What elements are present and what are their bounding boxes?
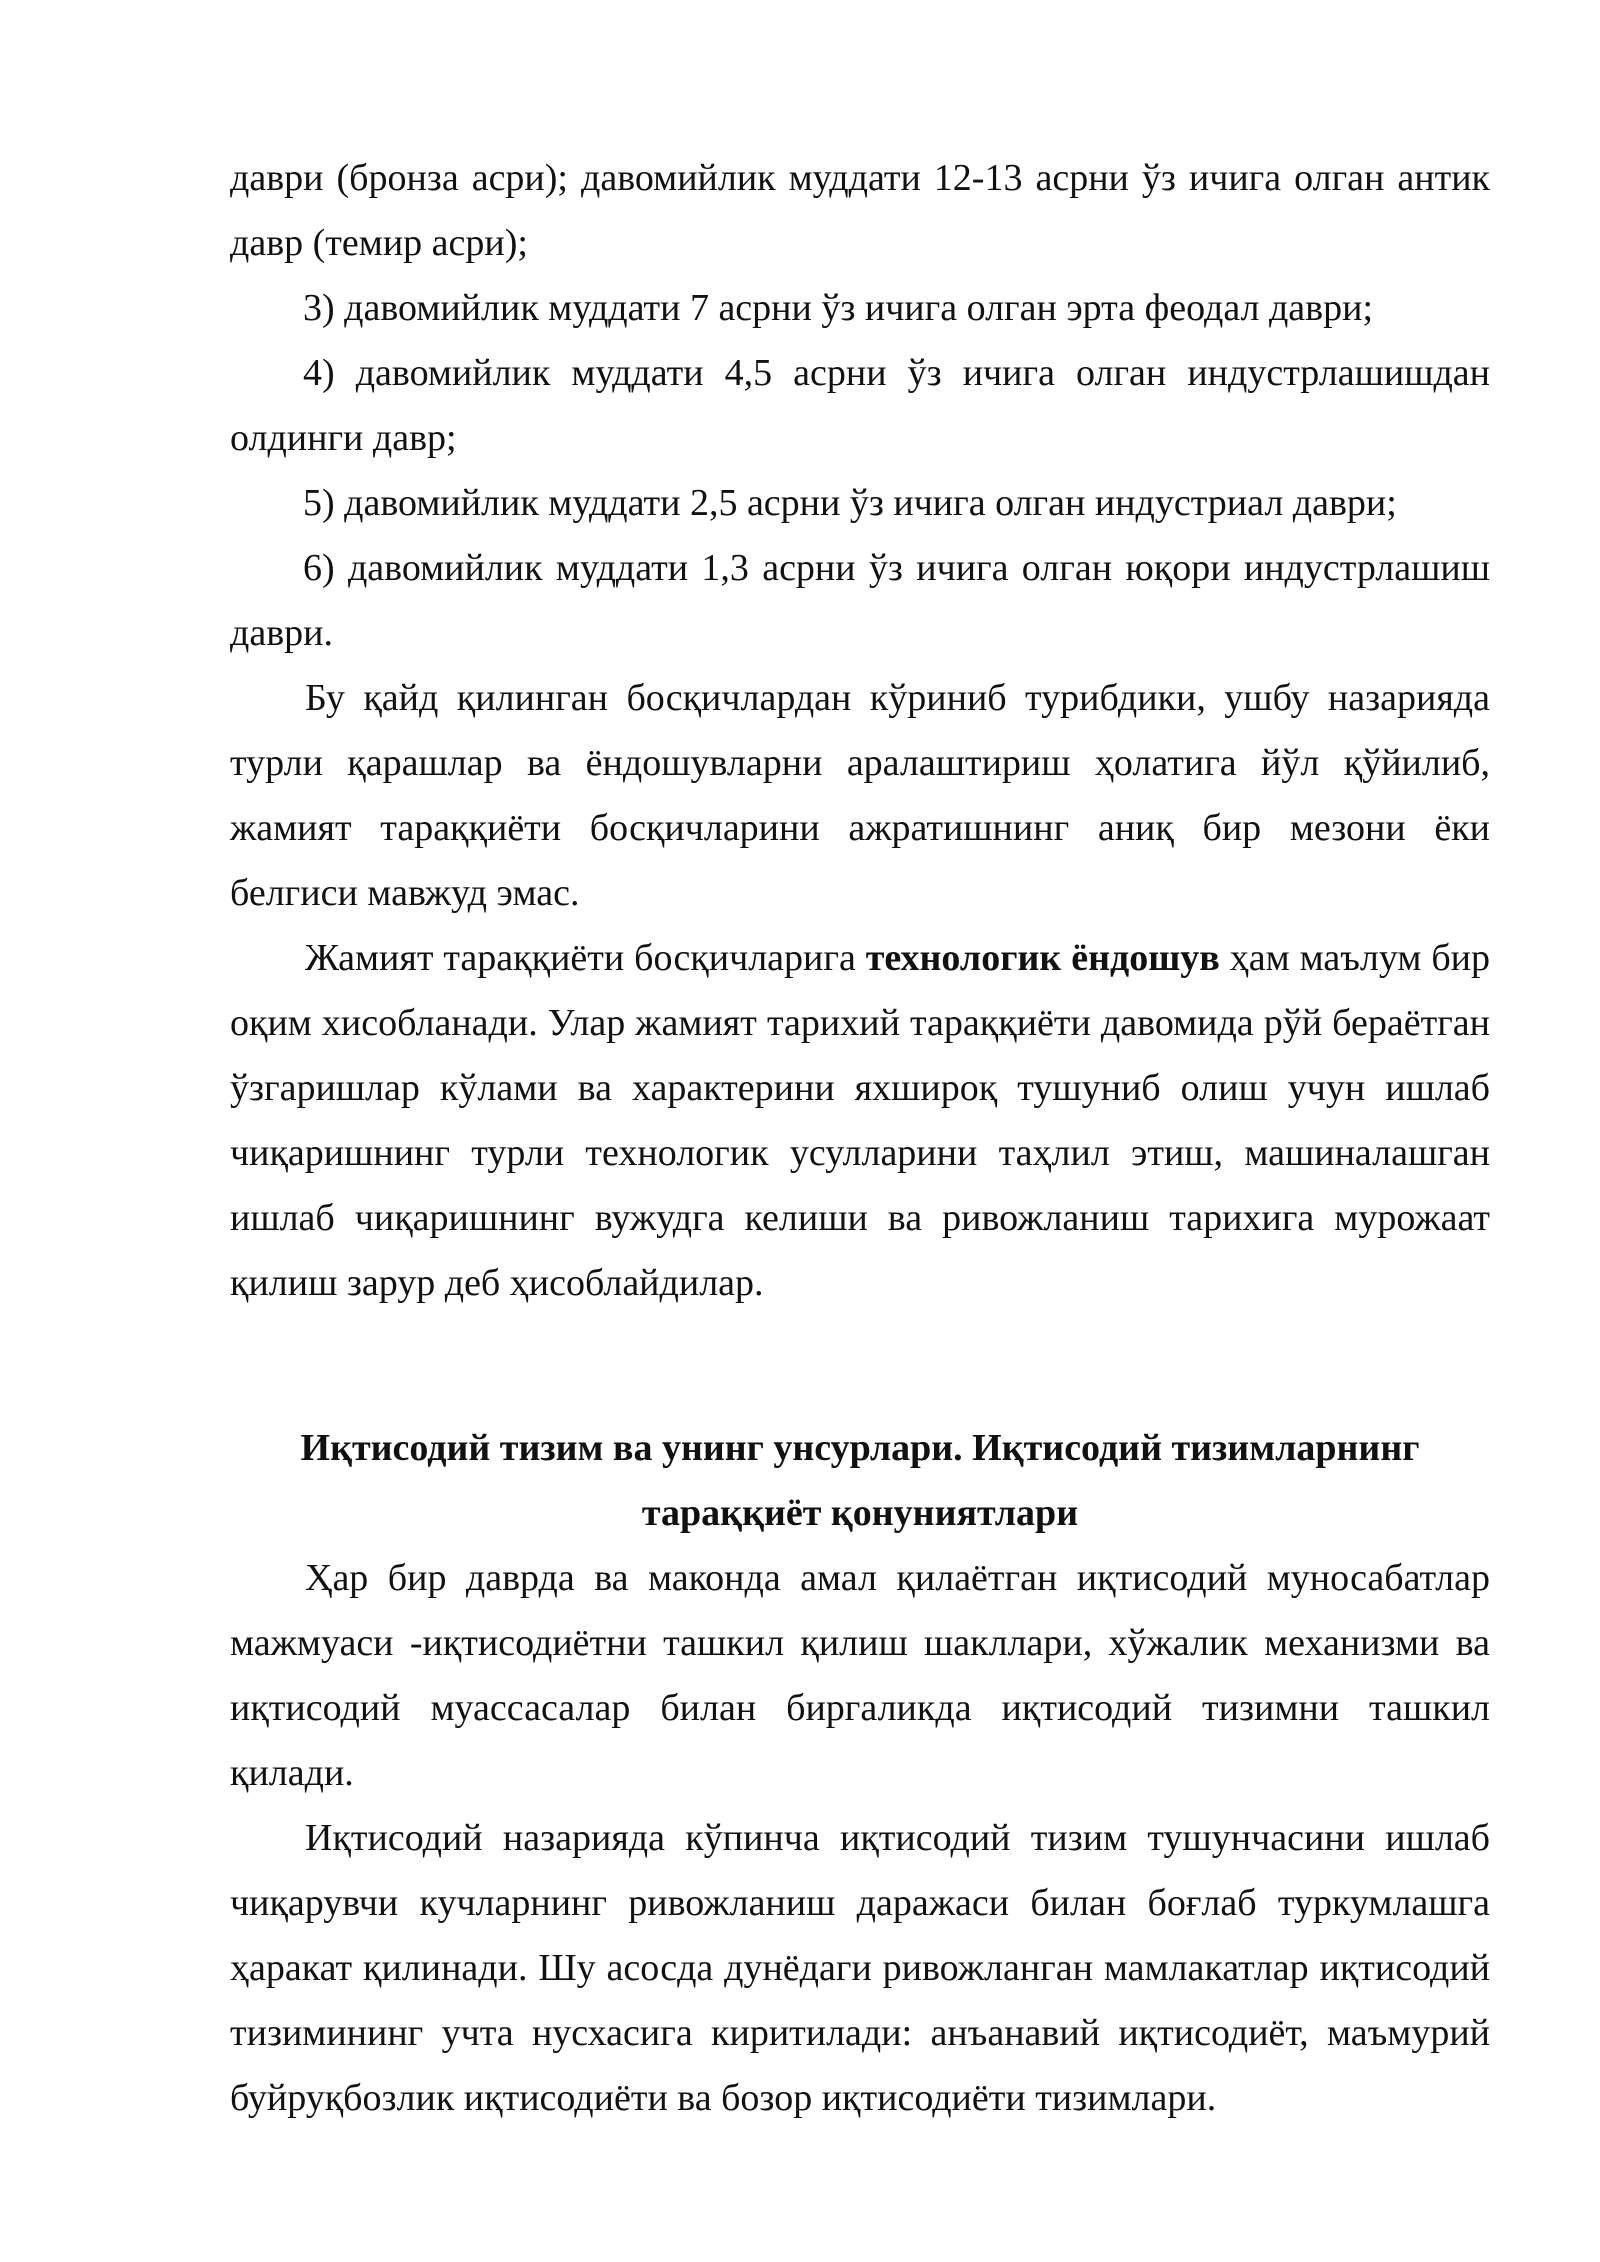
section-heading	[230, 1416, 1490, 1546]
list-item-5: 5) давомийлик муддати 2,5 асрни ўз ичига олган индустриал даври;	[303, 482, 1397, 524]
paragraph-criteria: Бу қайд қилинган босқичлардан кўриниб турибдики, ушбу назарияда турли қарашлар ва ёндошувларни аралаштириш ҳолатига йўл қўйилиб, жамият тараққиёти босқичларини ажратишнинг аниқ бир мезони ёки белгиси мавжуд эмас.	[230, 677, 1490, 914]
tech-text-after: ҳам маълум бир оқим хисобланади. Улар жамият тарихий тараққиёти давомида рўй бераётган ўзгаришлар кўлами ва характерини яхшироқ тушуниб олиш учун ишлаб чиқаришнинг турли технологик усулларини таҳлил этиш, машиналашган ишлаб чиқаришнинг вужудга келиши ва ривожланиш тарихига мурожаат қилиш зарур деб ҳисоблайдилар.	[230, 937, 1490, 1304]
tech-text-before: Жамият тараққиёти босқичларига	[305, 937, 866, 979]
document-page	[230, 146, 1490, 2131]
paragraph-economic-system-types: Иқтисодий назарияда кўпинча иқтисодий тизим тушунчасини ишлаб чиқарувчи кучларнинг ривожланиш даражаси билан боғлаб туркумлашга ҳаракат қилинади. Шу асосда дунёдаги ривожланган мамлакатлар иқтисодий тизимининг учта нусхасига киритилади: анъанавий иқтисодиёт, маъмурий буйруқбозлик иқтисодиёти ва бозор иқтисодиёти тизимлари.	[230, 1817, 1490, 2119]
list-item-6: 6) давомийлик муддати 1,3 асрни ўз ичига олган юқори индустрлашиш даври.	[230, 547, 1490, 654]
tech-bold-term: технологик ёндошув	[865, 937, 1220, 979]
section-heading-line1: Иқтисодий тизим ва унинг унсурлари. Иқтисодий тизимларнинг	[300, 1427, 1420, 1469]
list-item-3: 3) давомийлик муддати 7 асрни ўз ичига олган эрта феодал даври;	[303, 287, 1374, 329]
section-heading-line2: тараққиёт қонуниятлари	[641, 1492, 1079, 1534]
paragraph-technological-approach	[230, 926, 1490, 1316]
paragraph-bronze-iron-ages: даври (бронза асри); давомийлик муддати 12-13 асрни ўз ичига олган антик давр (темир асри);	[230, 157, 1490, 264]
list-item-4: 4) давомийлик муддати 4,5 асрни ўз ичига олган индустрлашишдан олдинги давр;	[230, 352, 1490, 459]
paragraph-economic-system-definition: Ҳар бир даврда ва маконда амал қилаётган иқтисодий муносабатлар мажмуаси -иқтисодиётни ташкил қилиш шакллари, хўжалик механизми ва иқтисодий муассасалар билан биргаликда иқтисодий тизимни ташкил қилади.	[230, 1557, 1490, 1794]
